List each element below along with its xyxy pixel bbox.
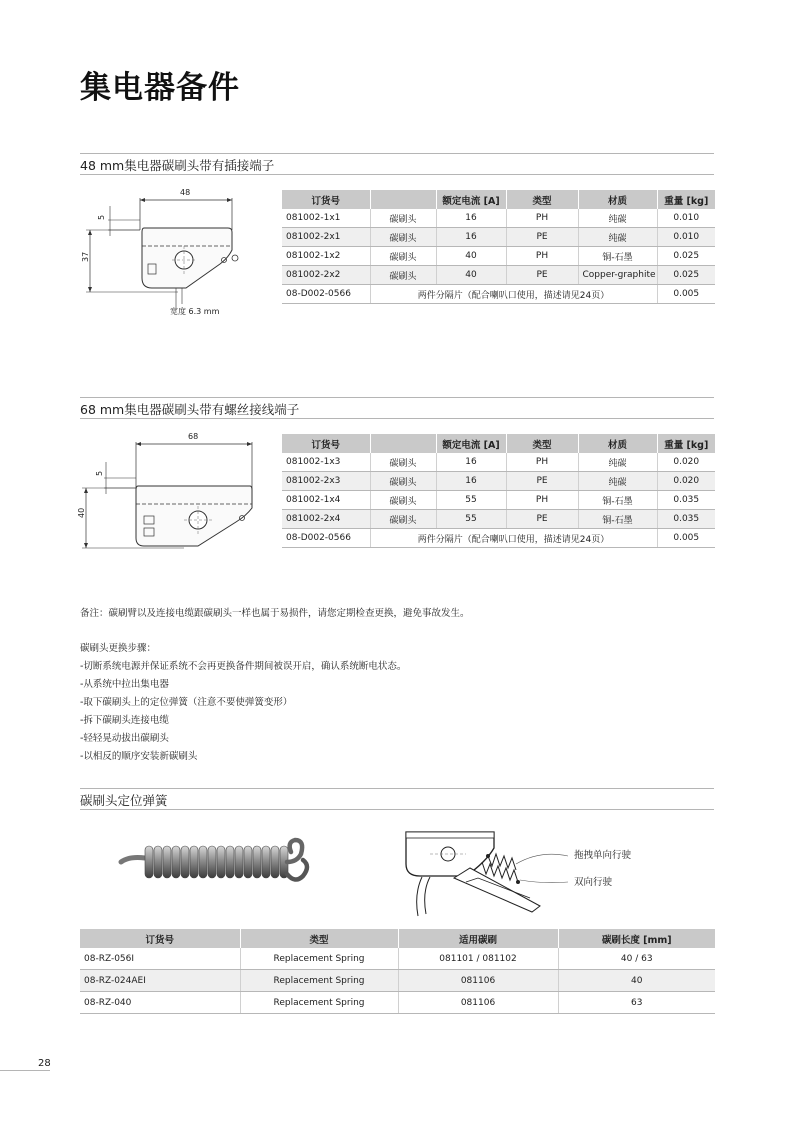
callout-double-direction: 双向行驶 bbox=[574, 877, 613, 888]
spring-mounting-diagram bbox=[400, 822, 570, 922]
order-code-cell: 081002-2x3 bbox=[282, 472, 370, 491]
table-row bbox=[282, 228, 715, 247]
order-code-cell: 081002-1x2 bbox=[282, 247, 370, 266]
weight-cell: 0.025 bbox=[657, 247, 715, 266]
table-header-row bbox=[80, 929, 715, 948]
brush-length-cell: 40 bbox=[558, 970, 715, 992]
brush-head-68-drawing bbox=[74, 428, 274, 558]
type-cell: PH bbox=[506, 209, 578, 228]
type-cell: Replacement Spring bbox=[240, 992, 398, 1014]
material-cell: 纯碳 bbox=[578, 472, 657, 491]
table-row bbox=[80, 970, 715, 992]
header-cell: 重量 [kg] bbox=[657, 190, 715, 209]
thickness-label-48: 宽度 6.3 mm bbox=[170, 307, 220, 316]
weight-cell: 0.010 bbox=[657, 228, 715, 247]
page-title: 集电器备件 bbox=[80, 70, 240, 106]
compatible-brush-cell: 081106 bbox=[398, 992, 558, 1014]
table-row bbox=[282, 472, 715, 491]
order-code-cell: 081002-1x1 bbox=[282, 209, 370, 228]
order-code-cell: 08-D002-0566 bbox=[282, 285, 370, 304]
weight-cell: 0.005 bbox=[657, 285, 715, 304]
type-cell: PE bbox=[506, 510, 578, 529]
header-cell bbox=[370, 190, 436, 209]
type-cell: Replacement Spring bbox=[240, 948, 398, 970]
brush-length-cell: 63 bbox=[558, 992, 715, 1014]
dim-offset-68: 5 bbox=[95, 470, 104, 476]
table-row bbox=[282, 510, 715, 529]
footer-rule bbox=[0, 1070, 50, 1071]
item-cell: 碳刷头 bbox=[370, 491, 436, 510]
weight-cell: 0.025 bbox=[657, 266, 715, 285]
current-cell: 55 bbox=[436, 510, 506, 529]
header-cell: 类型 bbox=[506, 190, 578, 209]
material-cell: 纯碳 bbox=[578, 453, 657, 472]
item-cell: 碳刷头 bbox=[370, 472, 436, 491]
item-cell: 碳刷头 bbox=[370, 453, 436, 472]
step-item: -取下碳刷头上的定位弹簧（注意不要使弹簧变形） bbox=[80, 697, 293, 708]
table-header-row bbox=[282, 190, 715, 209]
header-cell: 额定电流 [A] bbox=[436, 190, 506, 209]
section1-top-rule bbox=[80, 153, 714, 154]
compatible-brush-cell: 081101 / 081102 bbox=[398, 948, 558, 970]
table-row bbox=[282, 453, 715, 472]
order-code-cell: 081002-2x2 bbox=[282, 266, 370, 285]
header-cell: 材质 bbox=[578, 434, 657, 453]
header-cell: 适用碳刷 bbox=[398, 929, 558, 948]
header-cell: 订货号 bbox=[80, 929, 240, 948]
type-cell: PH bbox=[506, 491, 578, 510]
order-code-cell: 08-D002-0566 bbox=[282, 529, 370, 548]
brush-length-cell: 40 / 63 bbox=[558, 948, 715, 970]
order-code-cell: 08-RZ-056Ⅰ bbox=[80, 948, 240, 970]
current-cell: 16 bbox=[436, 472, 506, 491]
table-row bbox=[282, 529, 715, 548]
order-code-cell: 081002-1x3 bbox=[282, 453, 370, 472]
weight-cell: 0.020 bbox=[657, 472, 715, 491]
section2-bottom-rule bbox=[80, 418, 714, 419]
dim-height-37: 37 bbox=[81, 251, 90, 262]
compatible-brush-cell: 081106 bbox=[398, 970, 558, 992]
table-row bbox=[282, 491, 715, 510]
step-item: -拆下碳刷头连接电缆 bbox=[80, 715, 169, 726]
material-cell: 纯碳 bbox=[578, 209, 657, 228]
table-row bbox=[80, 992, 715, 1014]
current-cell: 16 bbox=[436, 453, 506, 472]
type-cell: PE bbox=[506, 228, 578, 247]
dim-width-48: 48 bbox=[180, 188, 191, 197]
weight-cell: 0.005 bbox=[657, 529, 715, 548]
header-cell: 材质 bbox=[578, 190, 657, 209]
header-cell: 订货号 bbox=[282, 190, 370, 209]
steps-title: 碳刷头更换步骤： bbox=[80, 643, 157, 654]
dim-width-68: 68 bbox=[188, 432, 199, 441]
section1-bottom-rule bbox=[80, 174, 714, 175]
description-cell: 两件分隔片（配合喇叭口使用，描述请见24页） bbox=[370, 285, 657, 304]
section3-top-rule bbox=[80, 788, 714, 789]
order-code-cell: 081002-1x4 bbox=[282, 491, 370, 510]
page-number: 28 bbox=[38, 1058, 51, 1069]
current-cell: 40 bbox=[436, 266, 506, 285]
header-cell: 重量 [kg] bbox=[657, 434, 715, 453]
header-cell: 类型 bbox=[506, 434, 578, 453]
table-row bbox=[282, 266, 715, 285]
section3-title: 碳刷头定位弹簧 bbox=[80, 793, 168, 808]
table-row bbox=[282, 247, 715, 266]
item-cell: 碳刷头 bbox=[370, 510, 436, 529]
material-cell: 纯碳 bbox=[578, 228, 657, 247]
order-code-cell: 08-RZ-024AEⅠ bbox=[80, 970, 240, 992]
item-cell: 碳刷头 bbox=[370, 247, 436, 266]
item-cell: 碳刷头 bbox=[370, 209, 436, 228]
callout-single-direction: 拖拽单向行驶 bbox=[574, 850, 632, 861]
dim-offset-48: 5 bbox=[97, 214, 106, 220]
header-cell: 额定电流 [A] bbox=[436, 434, 506, 453]
replacement-steps bbox=[80, 640, 406, 766]
maintenance-remark: 备注：碳刷臂以及连接电缆跟碳刷头一样也属于易损件，请您定期检查更换，避免事故发生。 bbox=[80, 608, 470, 619]
material-cell: Copper-graphite bbox=[578, 266, 657, 285]
section3-table bbox=[80, 929, 715, 1014]
order-code-cell: 081002-2x1 bbox=[282, 228, 370, 247]
type-cell: PE bbox=[506, 472, 578, 491]
section1-title: 48 mm集电器碳刷头带有插接端子 bbox=[80, 158, 275, 173]
type-cell: Replacement Spring bbox=[240, 970, 398, 992]
header-cell bbox=[370, 434, 436, 453]
type-cell: PH bbox=[506, 453, 578, 472]
weight-cell: 0.010 bbox=[657, 209, 715, 228]
dim-height-40: 40 bbox=[77, 507, 86, 518]
weight-cell: 0.020 bbox=[657, 453, 715, 472]
order-code-cell: 081002-2x4 bbox=[282, 510, 370, 529]
spring-illustration bbox=[115, 832, 330, 892]
current-cell: 40 bbox=[436, 247, 506, 266]
header-cell: 类型 bbox=[240, 929, 398, 948]
type-cell: PH bbox=[506, 247, 578, 266]
section2-title: 68 mm集电器碳刷头带有螺丝接线端子 bbox=[80, 402, 300, 417]
current-cell: 16 bbox=[436, 209, 506, 228]
material-cell: 铜-石墨 bbox=[578, 510, 657, 529]
step-item: -以相反的顺序安装新碳刷头 bbox=[80, 751, 198, 762]
step-item: -从系统中拉出集电器 bbox=[80, 679, 169, 690]
section3-bottom-rule bbox=[80, 809, 714, 810]
brush-head-48-drawing bbox=[78, 184, 268, 324]
weight-cell: 0.035 bbox=[657, 491, 715, 510]
section2-table bbox=[282, 434, 715, 548]
table-row bbox=[80, 948, 715, 970]
current-cell: 16 bbox=[436, 228, 506, 247]
header-cell: 订货号 bbox=[282, 434, 370, 453]
table-row bbox=[282, 285, 715, 304]
section1-table bbox=[282, 190, 715, 304]
description-cell: 两件分隔片（配合喇叭口使用，描述请见24页） bbox=[370, 529, 657, 548]
item-cell: 碳刷头 bbox=[370, 266, 436, 285]
type-cell: PE bbox=[506, 266, 578, 285]
weight-cell: 0.035 bbox=[657, 510, 715, 529]
table-header-row bbox=[282, 434, 715, 453]
step-item: -轻轻晃动拔出碳刷头 bbox=[80, 733, 169, 744]
step-item: -切断系统电源并保证系统不会再更换备件期间被误开启，确认系统断电状态。 bbox=[80, 661, 407, 672]
header-cell: 碳刷长度 [mm] bbox=[558, 929, 715, 948]
section2-top-rule bbox=[80, 397, 714, 398]
table-row bbox=[282, 209, 715, 228]
current-cell: 55 bbox=[436, 491, 506, 510]
order-code-cell: 08-RZ-040 bbox=[80, 992, 240, 1014]
material-cell: 铜-石墨 bbox=[578, 247, 657, 266]
material-cell: 铜-石墨 bbox=[578, 491, 657, 510]
item-cell: 碳刷头 bbox=[370, 228, 436, 247]
